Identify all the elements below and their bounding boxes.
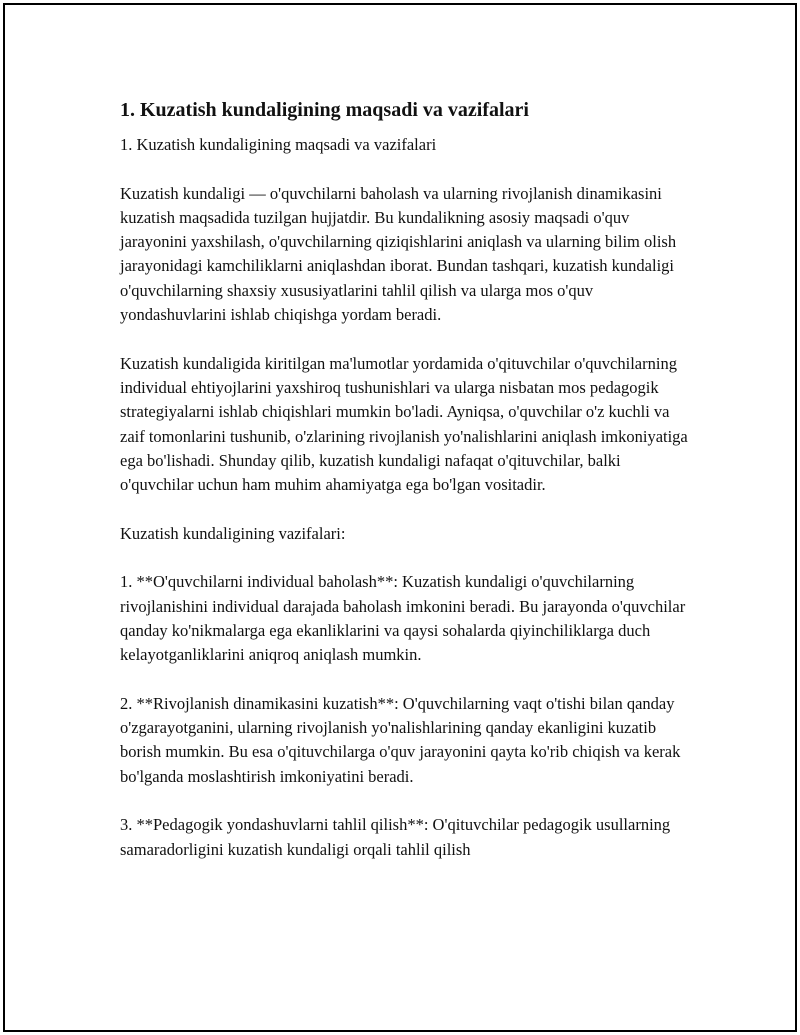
purpose-paragraph: Kuzatish kundaligida kiritilgan ma'lumotlar yordamida o'qituvchilar o'quvchilarning individual ehtiyojlarini yaxshiroq tushunishlari va ularga nisbatan mos pedagogik strategiyalarni ishlab chiqishlari mumkin bo'ladi. Ayniqsa, o'quvchilar o'z kuchli va zaif tomonlarini tushunib, o'zlarining rivojlanish yo'nalishlarini aniqlash imkoniyatiga ega bo'lishadi. Shunday qilib, kuzatish kundaligi nafaqat o'qituvchilar, balki o'quvchilar uchun ham muhim ahamiyatga ega bo'lgan vositadir. [120, 353, 688, 495]
document-page [3, 3, 797, 1032]
task-item-3: 3. **Pedagogik yondashuvlarni tahlil qilish**: O'qituvchilar pedagogik usullarning samaradorligini kuzatish kundaligi orqali tahlil qilish [120, 815, 671, 859]
intro-paragraph: Kuzatish kundaligi — o'quvchilarni baholash va ularning rivojlanish dinamikasini kuzatish maqsadida tuzilgan hujjatdir. Bu kundalikning asosiy maqsadi o'quv jarayonini yaxshilash, o'quvchilarning qiziqishlarini aniqlash va ularning bilim olish jarayonidagi kamchiliklarni aniqlashdan iborat. Bundan tashqari, kuzatish kundaligi o'quvchilarning shaxsiy xususiyatlarini tahlil qilish va ularga mos o'quv yondashuvlarini ishlab chiqishga yordam beradi. [120, 183, 677, 325]
task-item-2: 2. **Rivojlanish dinamikasini kuzatish**: O'quvchilarning vaqt o'tishi bilan qanday o'zgarayotganini, ularning rivojlanish yo'nalishlarining qanday ekanligini kuzatib borish mumkin. Bu esa o'qituvchilarga o'quv jarayonini qayta ko'rib chiqish va kerak bo'lganda moslashtirish imkoniyatini beradi. [120, 693, 681, 786]
subtitle-paragraph: 1. Kuzatish kundaligining maqsadi va vazifalari [120, 135, 437, 154]
page-title: 1. Kuzatish kundaligining maqsadi va vazifalari [120, 99, 529, 121]
tasks-heading-paragraph: Kuzatish kundaligining vazifalari: [120, 523, 346, 543]
document-body [120, 97, 690, 886]
task-item-1: 1. **O'quvchilarni individual baholash**: Kuzatish kundaligi o'quvchilarning rivojlanishini individual darajada baholash imkonini beradi. Bu jarayonda o'quvchilar qanday ko'nikmalarga ega ekanliklarini va qaysi sohalarda qiyinchiliklarga duch kelayotganliklarini aniqroq aniqlash mumkin. [120, 572, 686, 665]
